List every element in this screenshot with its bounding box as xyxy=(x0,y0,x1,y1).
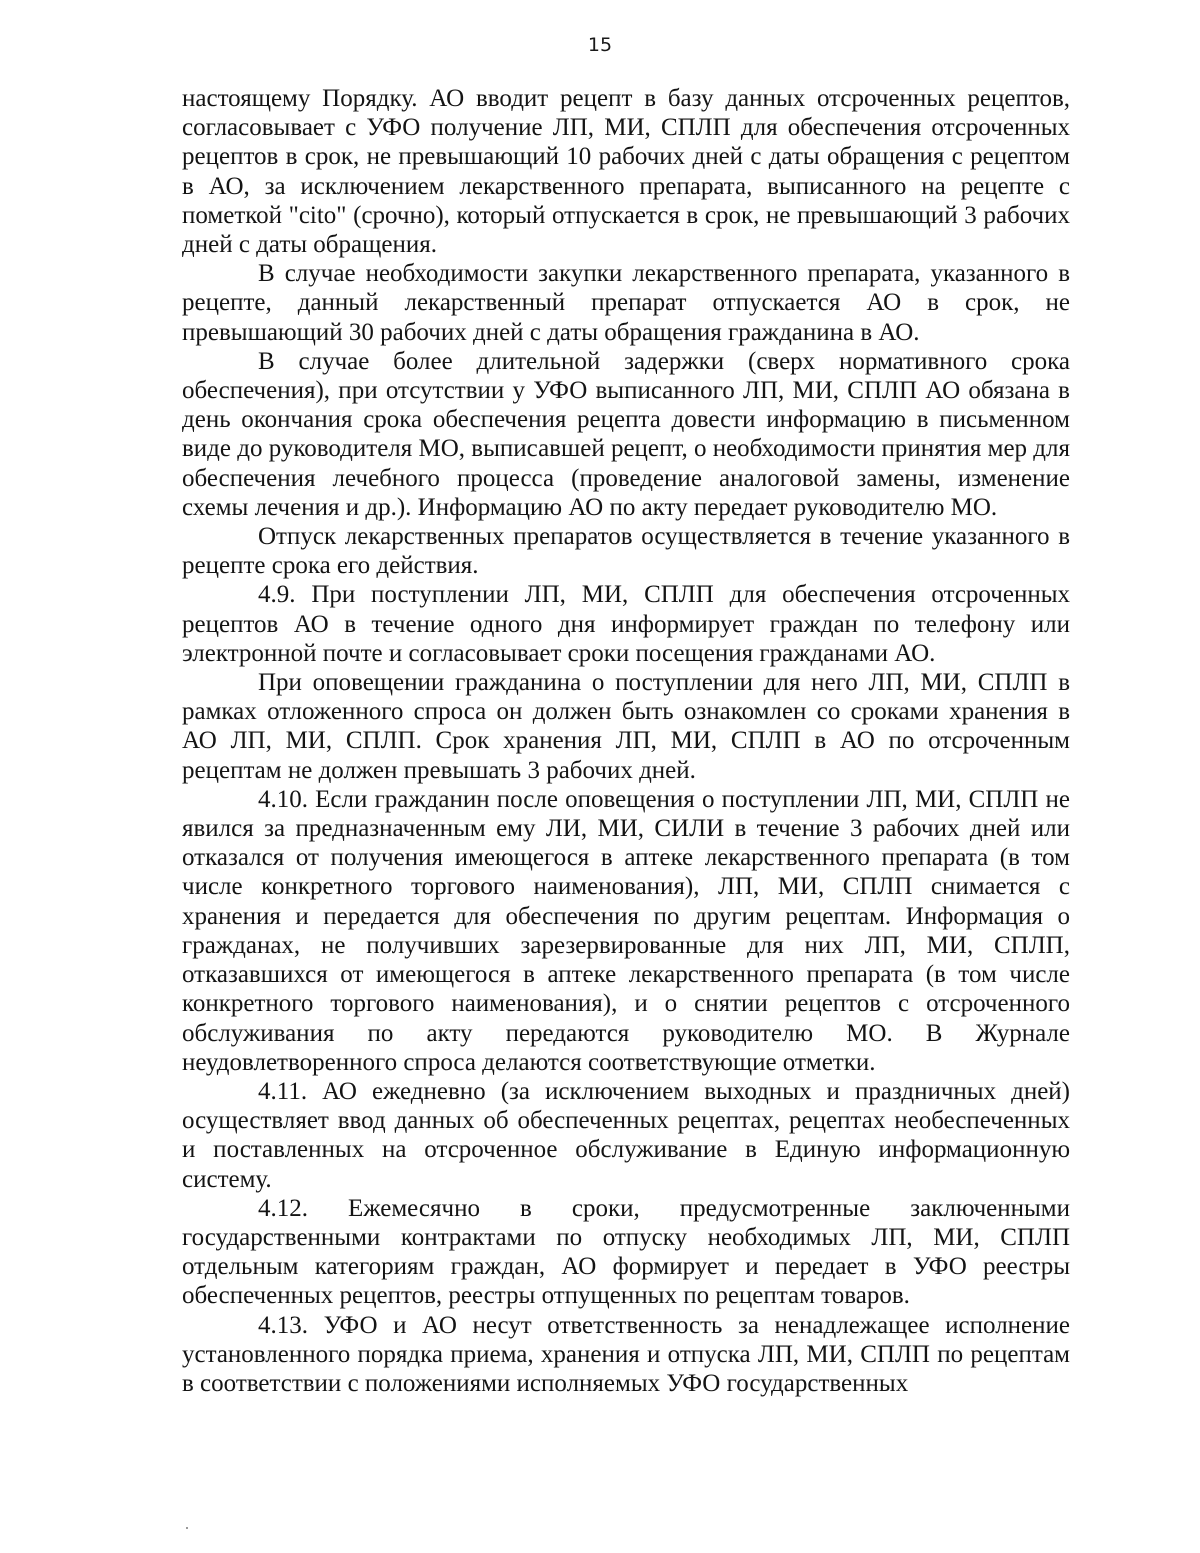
paragraph-4-11: 4.11. АО ежедневно (за исключением выходных и праздничных дней) осуществляет ввод данных об обеспеченных рецептах, рецептах необеспеченных и поставленных на отсроченное обслуживание в Единую информационную систему. xyxy=(182,1077,1070,1193)
paragraph-4-13: 4.13. УФО и АО несут ответственность за ненадлежащее исполнение установленного порядка приема, хранения и отпуска ЛП, МИ, СПЛП по рецептам в соответствии с положениями исполняемых УФО государственных xyxy=(182,1311,1070,1397)
paragraph-continuation: настоящему Порядку. АО вводит рецепт в базу данных отсроченных рецептов, согласовывает с УФО получение ЛП, МИ, СПЛП для обеспечения отсроченных рецептов в срок, не превышающий 10 рабочих дней с даты обращения с рецептом в АО, за исключением лекарственного препарата, выписанного на рецепте с пометкой "cito" (срочно), который отпускается в срок, не превышающий 3 рабочих дней с даты обращения. xyxy=(182,85,1070,259)
paragraph-4-12: 4.12. Ежемесячно в сроки, предусмотренные заключенными государственными контрактами по отпуску необходимых ЛП, МИ, СПЛП отдельным категориям граждан, АО формирует и передает в УФО реестры обеспеченных рецептов, реестры отпущенных по рецептам товаров. xyxy=(182,1194,1070,1310)
paragraph-4-10: 4.10. Если гражданин после оповещения о поступлении ЛП, МИ, СПЛП не явился за предназначенным ему ЛИ, МИ, СИЛИ в течение 3 рабочих дней или отказался от получения имеющегося в аптеке лекарственного препарата (в том числе конкретного торгового наименования), ЛП, МИ, СПЛП снимается с хранения и передается для обеспечения по другим рецептам. Информация о гражданах, не получивших зарезервированные для них ЛП, МИ, СПЛП, отказавшихся от имеющегося в аптеке лекарственного препарата (в том числе конкретного торгового наименования), и о снятии рецептов с отсроченного обслуживания по акту передаются руководителю МО. В Журнале неудовлетворенного спроса делаются соответствующие отметки. xyxy=(182,785,1070,1076)
document-body xyxy=(182,84,1070,1398)
paragraph-purchase-term: В случае необходимости закупки лекарственного препарата, указанного в рецепте, данный лекарственный препарат отпускается АО в срок, не превышающий 30 рабочих дней с даты обращения гражданина в АО. xyxy=(182,260,1070,346)
paragraph-dispensing-validity: Отпуск лекарственных препаратов осуществляется в течение указанного в рецепте срока его действия. xyxy=(182,523,1070,580)
page-number: 15 xyxy=(587,34,613,56)
paragraph-delay: В случае более длительной задержки (сверх нормативного срока обеспечения), при отсутствии у УФО выписанного ЛП, МИ, СПЛП АО обязана в день окончания срока обеспечения рецепта довести информацию в письменном виде до руководителя МО, выписавшей рецепт, о необходимости принятия мер для обеспечения лечебного процесса (проведение аналоговой замены, изменение схемы лечения и др.). Информацию АО по акту передает руководителю МО. xyxy=(182,347,1071,521)
scan-speck xyxy=(186,1527,188,1529)
paragraph-notification: При оповещении гражданина о поступлении для него ЛП, МИ, СПЛП в рамках отложенного спроса он должен быть ознакомлен со сроками хранения в АО ЛП, МИ, СПЛП. Срок хранения ЛП, МИ, СПЛП в АО по отсроченным рецептам не должен превышать 3 рабочих дней. xyxy=(182,669,1070,784)
paragraph-4-9: 4.9. При поступлении ЛП, МИ, СПЛП для обеспечения отсроченных рецептов АО в течение одного дня информирует граждан по телефону или электронной почте и согласовывает сроки посещения гражданами АО. xyxy=(182,581,1070,667)
